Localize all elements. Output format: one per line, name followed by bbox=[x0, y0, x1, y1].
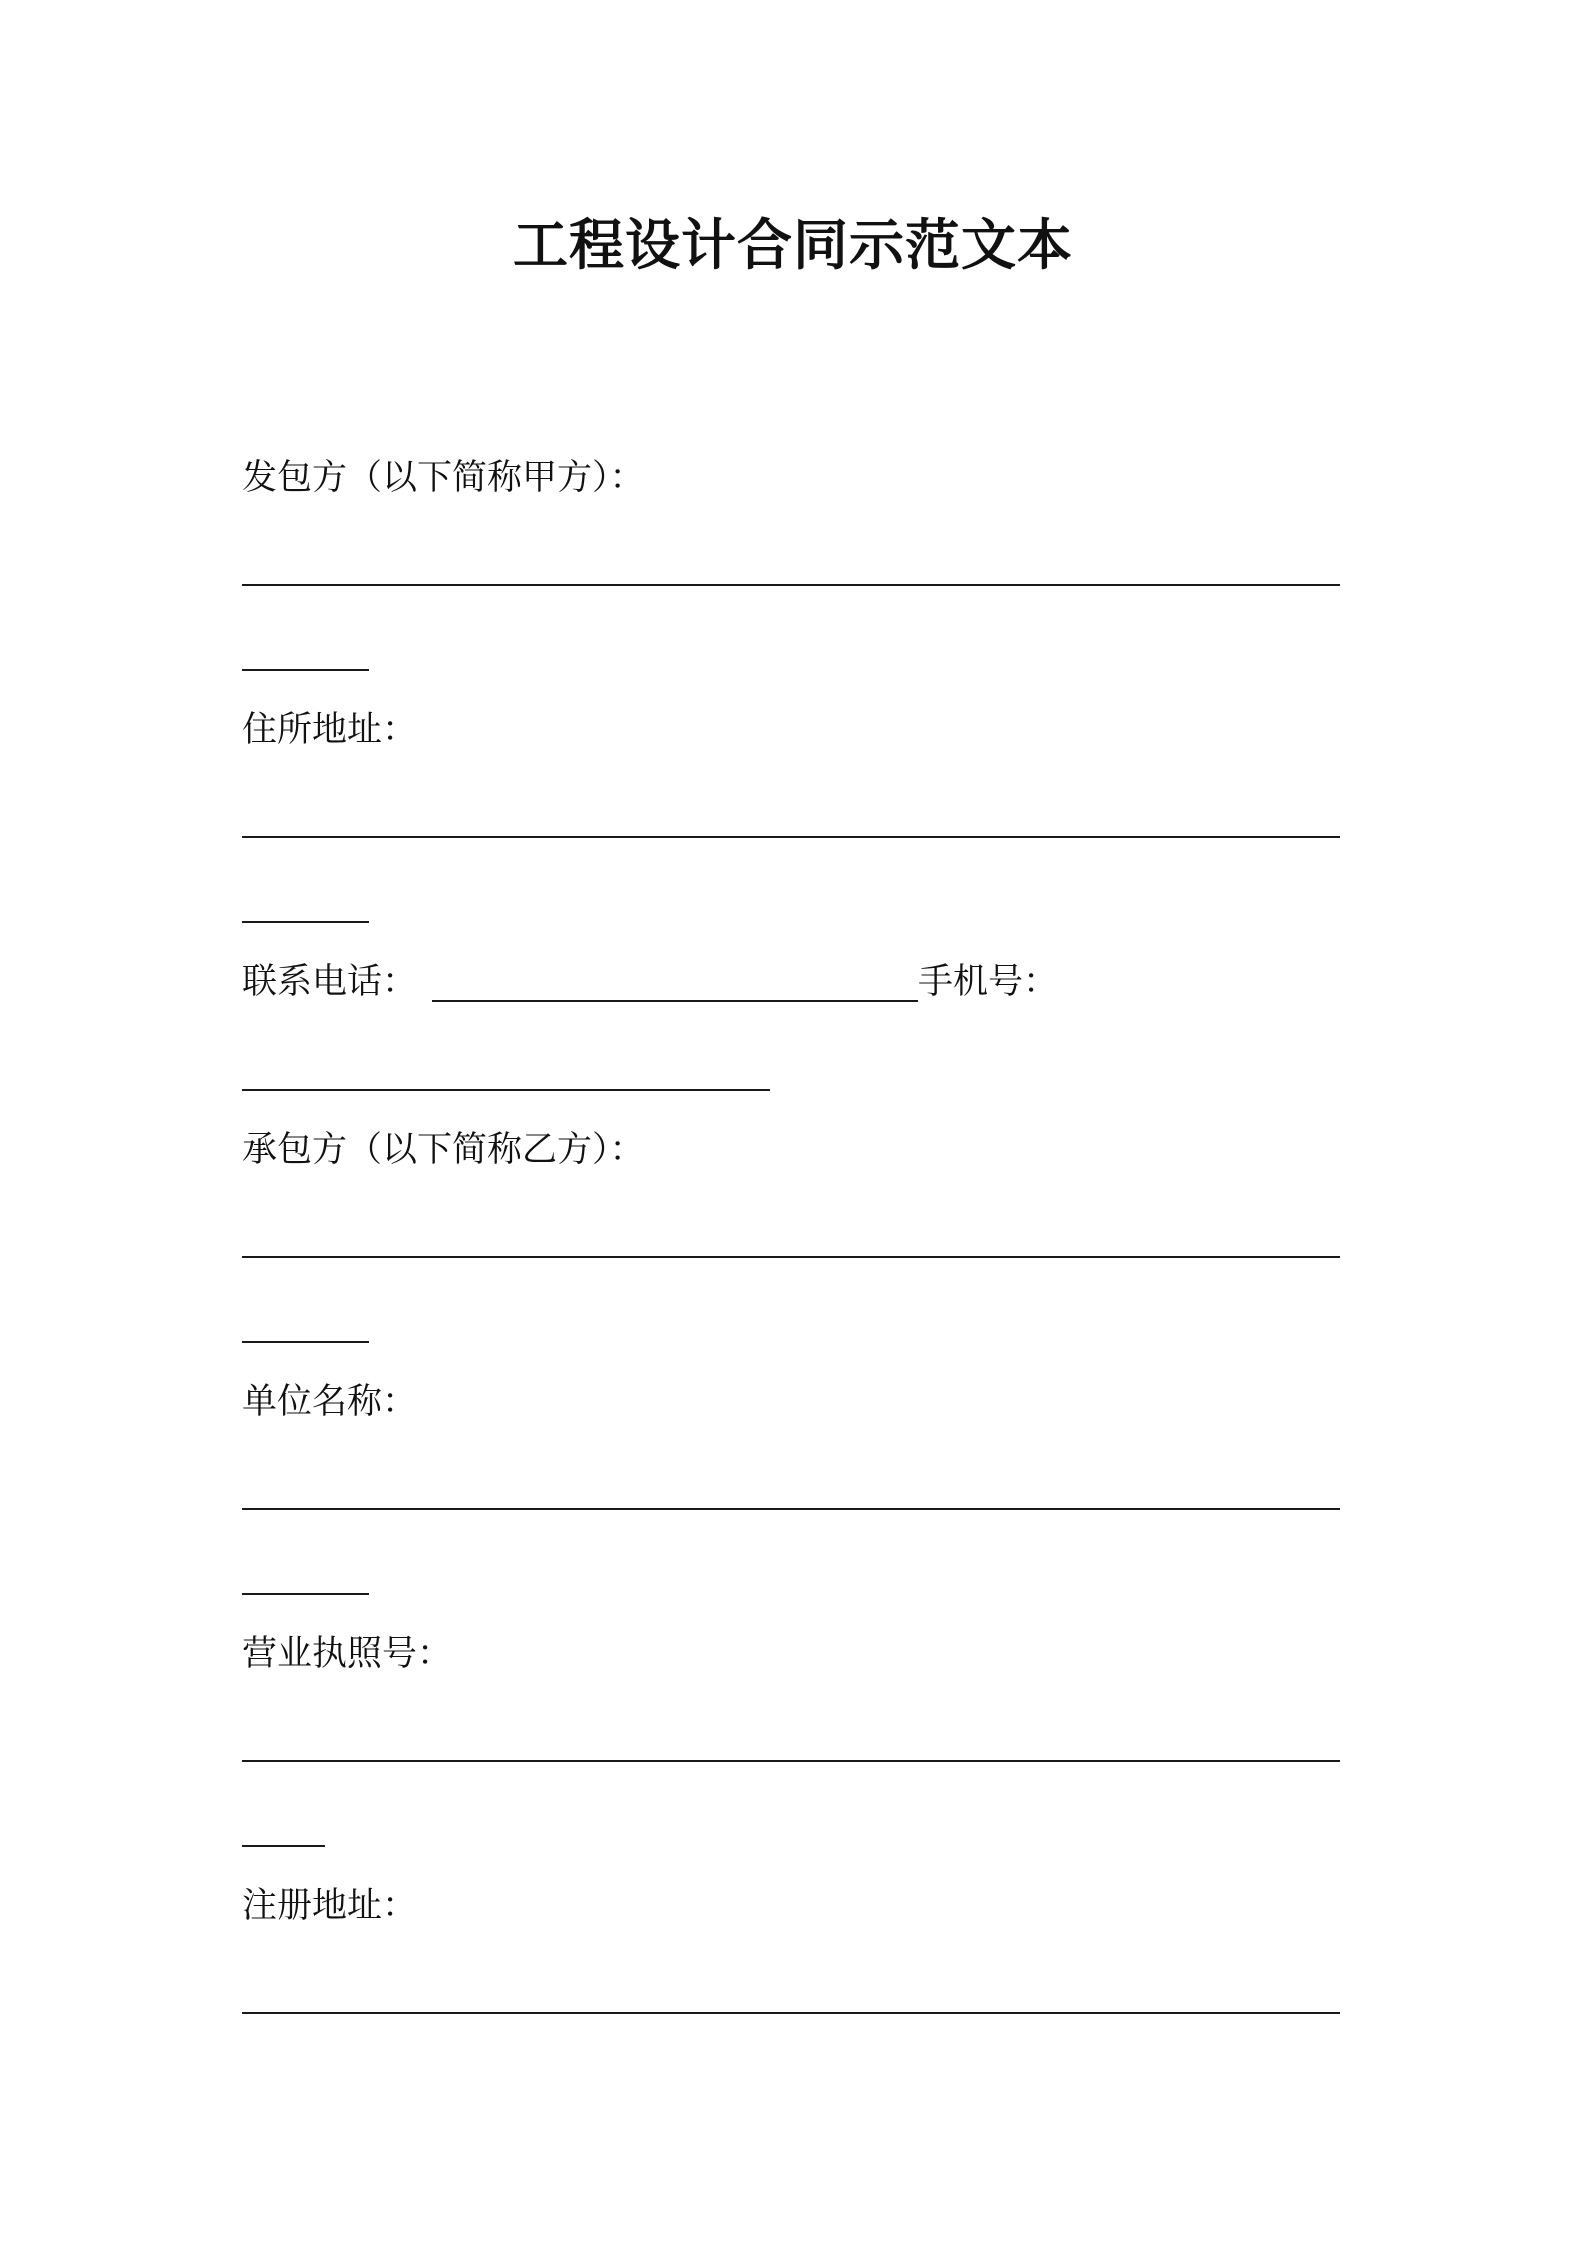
blank-line-employer-2 bbox=[242, 669, 369, 671]
blank-line-company-name-1 bbox=[242, 1508, 1340, 1510]
field-label-license-number: 营业执照号： bbox=[242, 1634, 453, 1674]
field-label-mobile: 手机号： bbox=[918, 962, 1059, 1002]
field-label-address: 住所地址： bbox=[242, 710, 418, 750]
blank-line-contractor-2 bbox=[242, 1341, 369, 1343]
field-label-registered-address: 注册地址： bbox=[242, 1886, 418, 1926]
blank-line-registered-address-1 bbox=[242, 2012, 1340, 2014]
blank-line-address-1 bbox=[242, 836, 1340, 838]
blank-line-license-number-1 bbox=[242, 1760, 1340, 1762]
blank-line-mobile bbox=[242, 1089, 770, 1091]
blank-line-employer-1 bbox=[242, 584, 1340, 586]
field-label-contractor: 承包方（以下简称乙方）： bbox=[242, 1130, 645, 1170]
blank-line-phone-inline bbox=[432, 1000, 918, 1002]
blank-line-company-name-2 bbox=[242, 1593, 369, 1595]
blank-line-address-2 bbox=[242, 921, 369, 923]
field-label-employer: 发包方（以下简称甲方）： bbox=[242, 458, 645, 498]
blank-line-license-number-2 bbox=[242, 1845, 325, 1847]
blank-line-contractor-1 bbox=[242, 1256, 1340, 1258]
field-label-company-name: 单位名称： bbox=[242, 1382, 418, 1422]
document-title: 工程设计合同示范文本 bbox=[512, 213, 1073, 277]
field-label-phone: 联系电话： bbox=[242, 962, 418, 1002]
